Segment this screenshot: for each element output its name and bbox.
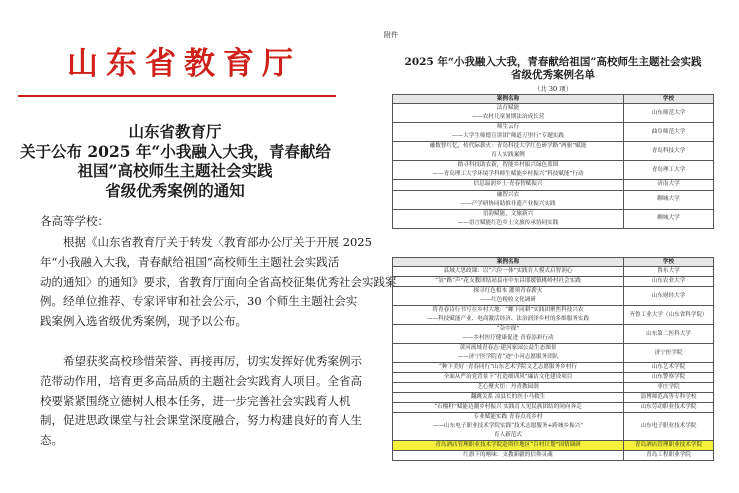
case-name-cell xyxy=(393,413,624,441)
school-cell: 齐鲁工业大学（山东省科学院） xyxy=(624,306,714,325)
case-table-page-1 xyxy=(392,94,714,229)
case-name-cell xyxy=(393,104,624,123)
case-name-cell xyxy=(393,344,624,363)
case-name-line: 信息温润乡土·青春智赋振兴 xyxy=(473,181,543,188)
table-row xyxy=(393,383,714,393)
case-name-line: ——红色税收文化调研 xyxy=(480,297,536,303)
case-name-line: ——大学生师德宣讲团“师道万里行”专题实践 xyxy=(451,133,564,139)
notice-title-line: 山东省教育厅 xyxy=(128,122,222,141)
paragraph-line: 希望获奖高校珍惜荣誉、再接再厉，切实发挥好优秀案例示 xyxy=(63,354,362,368)
school-cell: 山东警察学院 xyxy=(624,373,714,383)
table-row xyxy=(393,451,714,461)
column-header-school: 学校 xyxy=(624,95,714,104)
notice-title-line: 祖国”高校师生主题社会实践 xyxy=(77,161,273,180)
case-name-line: ——济宁医学院青“迹”小河志愿服务团队 xyxy=(457,354,559,360)
case-name-line: 将青春诗行书写在乡村大地：“螺下同耕”实践团聚焦科技兴农 xyxy=(432,307,584,313)
table-row xyxy=(393,267,714,277)
case-name-line: 翻跳关系 凉县长的医小马救生 xyxy=(470,394,546,400)
table-row xyxy=(393,277,714,287)
notice-title-line: 关于公布 2025 年“小我融入大我，青春献给 xyxy=(20,141,331,161)
case-name-cell xyxy=(393,123,624,142)
school-cell: 山东电子职业技术学院 xyxy=(624,413,714,441)
school-cell: 曲阜师范大学 xyxy=(624,123,714,142)
table-row xyxy=(393,180,714,191)
table-header-row xyxy=(393,95,714,104)
case-name-cell xyxy=(393,393,624,403)
attachment-title-line: 2025 年“小我融入大我，青春献给祖国”高校师生主题社会实践 xyxy=(404,56,702,68)
column-header-case: 案例名称 xyxy=(393,95,624,104)
case-name-line: 踏寻科技助农新，智能乡村振兴绿色蓝图 xyxy=(457,162,559,168)
case-name-line: ——乡村医疗健康促进 青春添彩行动 xyxy=(462,335,554,341)
case-name-cell xyxy=(393,306,624,325)
case-name-cell xyxy=(393,363,624,373)
case-name-line: 县域大思政课：以“六位一体”实践育人模式启智润心 xyxy=(443,268,573,274)
school-cell: 山东财经大学 xyxy=(624,287,714,306)
paragraph-line: 态。 xyxy=(40,433,63,448)
table-row xyxy=(393,403,714,413)
case-name-line: 融数智红忆，传代际薪火：青岛科技大学红色研学路“两驱”赋能 xyxy=(429,143,587,149)
school-cell: 聊城大学 xyxy=(624,190,714,209)
table-row xyxy=(393,344,714,363)
case-name-cell xyxy=(393,267,624,277)
school-cell: 淄博师范高等专科学校 xyxy=(624,393,714,403)
table-row xyxy=(393,104,714,123)
case-name-line: 青岛酒店管理职业技术学院赴塔什地区“百村计划”国情调研 xyxy=(435,442,581,448)
case-name-line: ——产学研协同助推非遗产业振兴实践 xyxy=(460,200,556,207)
case-name-line: “氢”路“声”花支教团结站县市中东昌耶媛镇桃岭村社会实践 xyxy=(435,278,581,284)
school-cell: 济南大学 xyxy=(624,180,714,191)
case-name-line: 探寻红色根本 濯须青春薪火 xyxy=(473,288,543,294)
case-name-line: 师生云行 xyxy=(496,124,520,130)
table-row xyxy=(393,287,714,306)
case-name-cell xyxy=(393,287,624,306)
column-header-case: 案例名称 xyxy=(393,258,624,267)
case-name-line: 黄河流域青春志·建河家园公益生态图景 xyxy=(459,345,557,351)
table-row xyxy=(393,393,714,403)
paragraph-line: 践案例入选省级优秀案例，现予以公布。 xyxy=(40,314,247,329)
case-name-line: 全面从严治党背景下“打造细训风”廉洁文化建设项目 xyxy=(443,374,573,380)
case-name-cell xyxy=(393,190,624,209)
table-row xyxy=(393,363,714,373)
table-row xyxy=(393,142,714,161)
issuing-authority-header: 山东省教育厅 xyxy=(67,46,301,82)
school-cell: 聊城大学 xyxy=(624,209,714,228)
table-row xyxy=(393,123,714,142)
case-table-page-2 xyxy=(392,257,714,461)
table-row xyxy=(393,209,714,228)
paragraph-line: 例。经单位推荐、专家评审和社会公示，30 个师生主题社会实 xyxy=(40,294,358,309)
case-name-line: 法育赋能 xyxy=(496,105,520,111)
body-paragraph-1 xyxy=(40,233,397,332)
case-name-cell xyxy=(393,383,624,393)
case-name-line: “石榴籽”赋能边疆乡村振兴 实践育人见民族团结的同向奔走 xyxy=(434,404,582,410)
school-cell: 青岛科技大学 xyxy=(624,142,714,161)
case-name-cell xyxy=(393,403,624,413)
body-paragraph-2 xyxy=(40,352,362,451)
case-name-cell xyxy=(393,161,624,180)
paragraph-line: 范带动作用，培育更多高品质的主题社会实践育人项目。全省高 xyxy=(40,373,362,388)
case-name-cell xyxy=(393,180,624,191)
case-name-line: 红旗下的喀味：支教新疆的信仰灵魂 xyxy=(463,452,553,458)
school-cell: 山东农业大学 xyxy=(624,277,714,287)
table-row xyxy=(393,413,714,441)
case-name-line: “杂中探” xyxy=(496,326,520,332)
paragraph-line: 制，促进思政课堂与社会课堂深度融合，努力构建良好的育人生 xyxy=(40,413,362,428)
case-name-cell xyxy=(393,451,624,461)
table-row xyxy=(393,441,714,451)
red-header-rule xyxy=(18,95,336,97)
school-cell: 青岛酒店管理职业技术学院 xyxy=(624,441,714,451)
case-name-line: 语韵赋能，文旅新兴 xyxy=(482,210,534,217)
case-name-line: “种下美好 ·青春同行”山东艺术学院文艺志愿服务乡村行 xyxy=(439,364,577,370)
school-cell: 山东第二医科大学 xyxy=(624,325,714,344)
school-cell: 山东艺术学院 xyxy=(624,363,714,373)
addressee: 各高等学校： xyxy=(40,214,109,228)
table-row xyxy=(393,190,714,209)
school-cell: 济宁医学院 xyxy=(624,344,714,363)
school-cell: 青岛理工大学 xyxy=(624,161,714,180)
case-name-cell xyxy=(393,142,624,161)
case-name-line: ——农村儿童暑期法治成长营 xyxy=(471,114,545,120)
case-name-line: 育人实践案例 xyxy=(491,152,525,158)
case-name-cell xyxy=(393,209,624,228)
table-header-row xyxy=(393,258,714,267)
attachment-title xyxy=(392,56,714,82)
case-name-line: 育人新范式 xyxy=(494,432,522,438)
case-name-cell xyxy=(393,441,624,451)
case-count: （共 30 项） xyxy=(533,85,573,93)
school-cell: 山东师范大学 xyxy=(624,104,714,123)
case-name-line: 专业赋能实践 青春点亮乡村 xyxy=(473,414,543,420)
case-name-line: ——科技赋能产业、电商激活经济、法治润泽乡村的多维服务实践 xyxy=(426,316,590,322)
school-cell: 枣庄学院 xyxy=(624,383,714,393)
case-name-line: ——语言赋能红色乡土文旅传承协同实践 xyxy=(457,219,559,226)
notice-title-line: 省级优秀案例的通知 xyxy=(105,180,245,200)
column-header-school: 学校 xyxy=(624,258,714,267)
case-name-line: ——山东电子职业技术学院实践“技术志愿服务+跨城乡振兴” xyxy=(432,423,584,429)
table-row xyxy=(393,373,714,383)
attachment-label: 附件 xyxy=(384,31,398,39)
paragraph-line: 根据《山东省教育厅关于转发〈教育部办公厅关于开展 2025 xyxy=(63,235,372,249)
attachment-title-line: 省级优秀案例名单 xyxy=(511,69,595,81)
school-cell: 鲁东大学 xyxy=(624,267,714,277)
paragraph-line: 校要紧紧围绕立德树人根本任务，进一步完善社会实践育人机 xyxy=(40,393,351,408)
table-row xyxy=(393,161,714,180)
table-row xyxy=(393,306,714,325)
notice-title xyxy=(20,122,330,200)
case-name-line: ——青岛理工大学环境学科师生赋能乡村振兴“科技赋能”行动 xyxy=(432,171,584,177)
paragraph-line: 动的通知〉的通知》要求，省教育厅面向全省高校征集优秀社会实践案 xyxy=(40,274,397,289)
paragraph-line: 年“小我融入大我，青春献给祖国”高校师生主题社会实践活 xyxy=(40,254,340,269)
case-name-cell xyxy=(393,325,624,344)
table-row xyxy=(393,325,714,344)
case-name-line: 艺心聚火炬：丹青教园润 xyxy=(477,384,539,390)
case-name-cell xyxy=(393,373,624,383)
school-cell: 山东劳动职业技术学院 xyxy=(624,403,714,413)
school-cell: 青岛工程职业学院 xyxy=(624,451,714,461)
case-name-cell xyxy=(393,277,624,287)
case-name-line: 融智兴农 xyxy=(496,191,520,198)
